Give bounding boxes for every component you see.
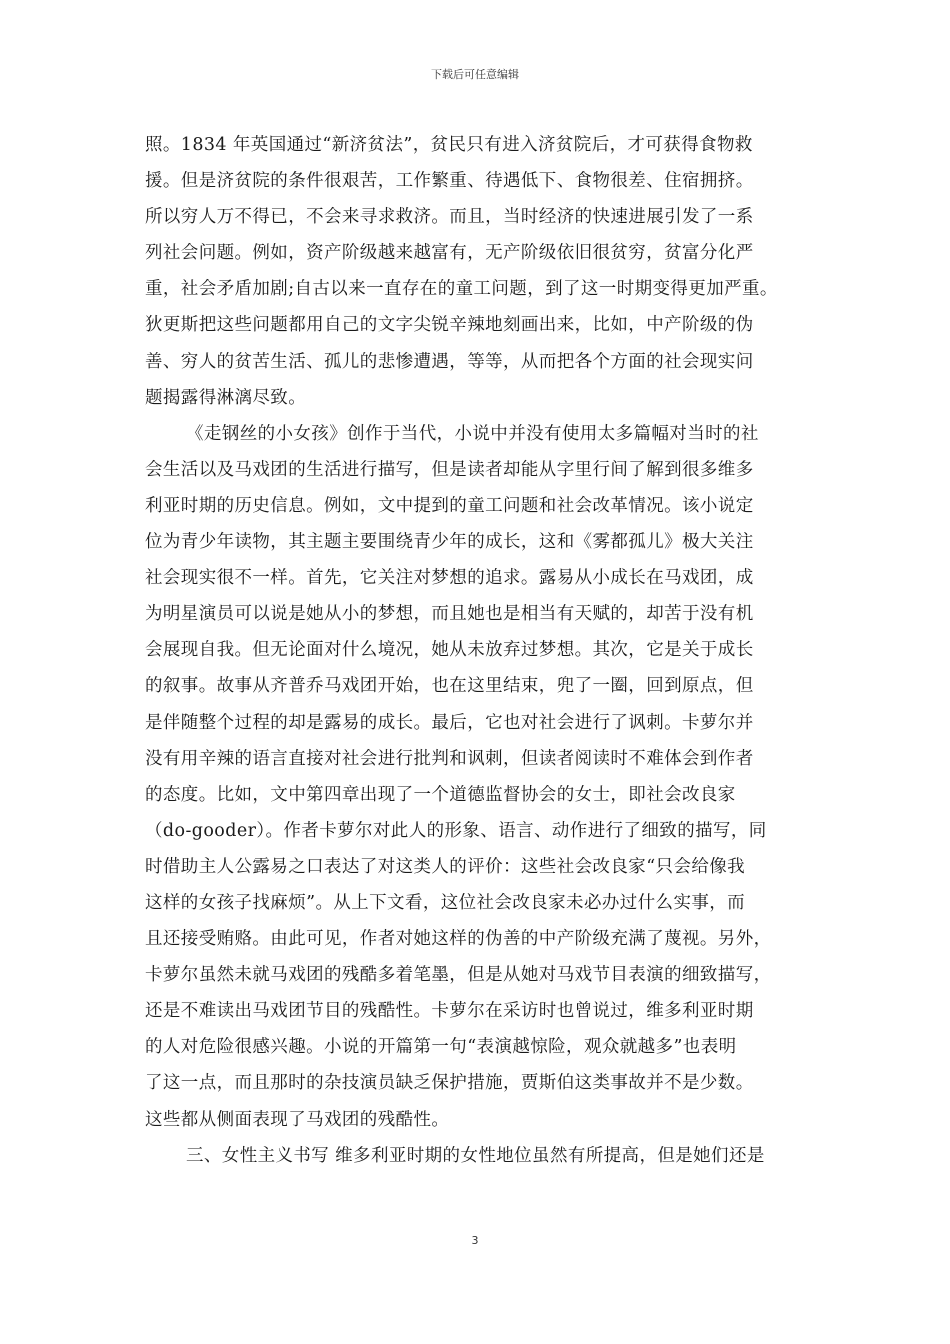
text-line: 善、穷人的贫苦生活、孤儿的悲惨遭遇，等等，从而把各个方面的社会现实问 [145,351,754,372]
text-line: 了这一点，而且那时的杂技演员缺乏保护措施，贾斯伯这类事故并不是少数。 [145,1073,754,1094]
text-line: 会生活以及马戏团的生活进行描写，但是读者却能从字里行间了解到很多维多 [145,459,754,480]
page-number: 3 [471,1234,479,1247]
text-line: 这样的女孩子找麻烦”。从上下文看，这位社会改良家未必办过什么实事，而 [145,892,746,913]
text-line: 的态度。比如，文中第四章出现了一个道德监督协会的女士，即社会改良家 [145,784,736,805]
page-header: 下载后可任意编辑 [431,68,519,81]
text-line: 援。但是济贫院的条件很艰苦，工作繁重、待遇低下、食物很差、住宿拥挤。 [145,171,754,192]
text-line: 没有用辛辣的语言直接对社会进行批判和讽刺，但读者阅读时不难体会到作者 [145,748,754,769]
text-line: 为明星演员可以说是她从小的梦想，而且她也是相当有天赋的，却苦于没有机 [145,604,754,625]
text-line: 位为青少年读物，其主题主要围绕青少年的成长，这和《雾都孤儿》极大关注 [145,532,754,553]
text-line: 重，社会矛盾加剧;自古以来一直存在的童工问题，到了这一时期变得更加严重。 [145,279,778,300]
text-line: 的人对危险很感兴趣。小说的开篇第一句“表演越惊险，观众就越多”也表明 [145,1037,737,1058]
text-line: 社会现实很不一样。首先，它关注对梦想的追求。露易从小成长在马戏团，成 [145,568,754,589]
text-line: 会展现自我。但无论面对什么境况，她从未放弃过梦想。其次，它是关于成长 [145,640,754,661]
text-line: 时借助主人公露易之口表达了对这类人的评价：这些社会改良家“只会给像我 [145,856,746,877]
text-line: 这些都从侧面表现了马戏团的残酷性。 [145,1109,450,1130]
text-line: 且还接受贿赂。由此可见，作者对她这样的伪善的中产阶级充满了蔑视。另外， [145,929,772,950]
text-line: 是伴随整个过程的却是露易的成长。最后，它也对社会进行了讽刺。卡萝尔并 [145,712,754,733]
text-line: 狄更斯把这些问题都用自己的文字尖锐辛辣地刻画出来，比如，中产阶级的伪 [145,315,754,336]
text-line: （do-gooder）。作者卡萝尔对此人的形象、语言、动作进行了细致的描写，同 [145,820,767,841]
text-line: 列社会问题。例如，资产阶级越来越富有，无产阶级依旧很贫穷，贫富分化严 [145,243,754,264]
paragraph-start-line: 《走钢丝的小女孩》创作于当代，小说中并没有使用太多篇幅对当时的社 [186,423,759,444]
text-line: 利亚时期的历史信息。例如，文中提到的童工问题和社会改革情况。该小说定 [145,495,754,516]
section-heading-line: 三、女性主义书写 维多利亚时期的女性地位虽然有所提高，但是她们还是 [186,1145,765,1166]
document-body [145,127,821,1174]
text-line: 还是不难读出马戏团节目的残酷性。卡萝尔在采访时也曾说过，维多利亚时期 [145,1001,754,1022]
text-line: 题揭露得淋漓尽致。 [145,387,307,408]
text-line: 的叙事。故事从齐普乔马戏团开始，也在这里结束，兜了一圈，回到原点，但 [145,676,754,697]
text-line: 所以穷人万不得已，不会来寻求救济。而且，当时经济的快速进展引发了一系 [145,207,754,228]
text-line: 照。1834 年英国通过“新济贫法”，贫民只有进入济贫院后，才可获得食物救 [145,135,753,155]
text-line: 卡萝尔虽然未就马戏团的残酷多着笔墨，但是从她对马戏节目表演的细致描写， [145,965,772,986]
